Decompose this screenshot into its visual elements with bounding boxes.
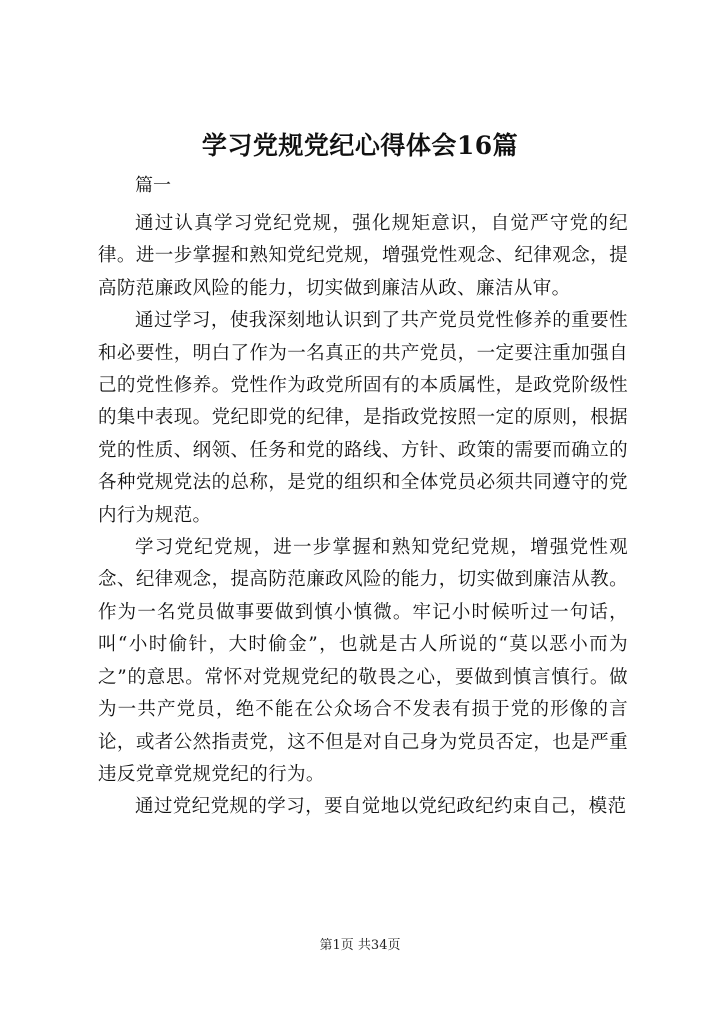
document-body [98,208,628,824]
section-label: 篇一 [135,175,171,196]
paragraph: 通过党纪党规的学习，要自觉地以党纪政纪约束自己，模范 [135,796,627,818]
document-title: 学习党规党纪心得体会16篇 [201,131,519,160]
paragraph: 通过学习，使我深刻地认识到了共产党员党性修养的重要性和必要性，明白了作为一名真正的共产党员，一定要注重加强自己的党性修养。党性作为政党所固有的本质属性，是政党阶级性的集中表现。党纪即党的纪律，是指政党按照一定的原则，根据党的性质、纲领、任务和党的路线、方针、政策的需要而确立的各种党规党法的总称，是党的组织和全体党员必须共同遵守的党内行为规范。 [98,310,628,526]
page-footer: 第1页 共34页 [319,938,401,953]
paragraph: 通过认真学习党纪党规，强化规矩意识，自觉严守党的纪律。进一步掌握和熟知党纪党规，增强党性观念、纪律观念，提高防范廉政风险的能力，切实做到廉洁从政、廉洁从审。 [98,213,628,299]
paragraph: 学习党纪党规，进一步掌握和熟知党纪党规，增强党性观念、纪律观念，提高防范廉政风险的能力，切实做到廉洁从教。作为一名党员做事要做到慎小慎微。牢记小时候听过一句话，叫“小时偷针，大时偷金”，也就是古人所说的“莫以恶小而为之”的意思。常怀对党规党纪的敬畏之心，要做到慎言慎行。做为一共产党员，绝不能在公众场合不发表有损于党的形像的言论，或者公然指责党，这不但是对自己身为党员否定，也是严重违反党章党规党纪的行为。 [98,537,628,785]
